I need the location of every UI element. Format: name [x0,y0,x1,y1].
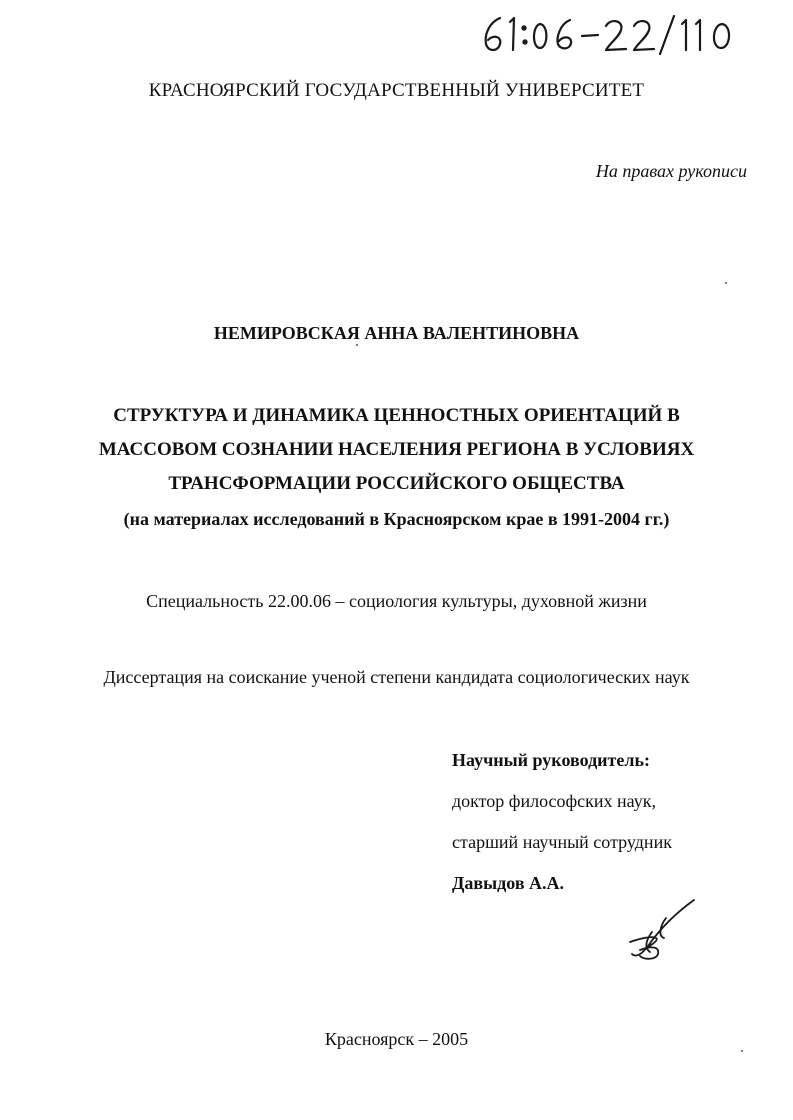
degree-statement: Диссертация на соискание ученой степени кандидата социологических наук [103,667,690,687]
title-line: СТРУКТУРА И ДИНАМИКА ЦЕННОСТНЫХ ОРИЕНТАЦИЙ В [113,405,680,426]
scan-speck [356,344,358,346]
scan-speck [725,282,727,284]
manuscript-note: На правах рукописи [595,161,747,181]
scan-speck [741,1050,743,1052]
supervisor-name: Давыдов А.А. [452,873,565,893]
specialty-line: Специальность 22.00.06 – социология культуры, духовной жизни [146,591,647,611]
supervisor-heading: Научный руководитель: [452,750,650,770]
handwritten-archive-code [478,10,748,56]
dissertation-title [60,399,733,501]
signature-icon [622,896,704,964]
dissertation-subtitle: (на материалах исследований в Красноярском крае в 1991-2004 гг.) [123,509,670,529]
supervisor-position: старший научный сотрудник [452,832,672,852]
title-line: МАССОВОМ СОЗНАНИИ НАСЕЛЕНИЯ РЕГИОНА В УСЛОВИЯХ [98,439,695,460]
city-year: Красноярск – 2005 [324,1029,469,1049]
university-name: КРАСНОЯРСКИЙ ГОСУДАРСТВЕННЫЙ УНИВЕРСИТЕТ [148,80,645,101]
author-name: НЕМИРОВСКАЯ АННА ВАЛЕНТИНОВНА [213,323,580,343]
supervisor-block [452,750,672,914]
supervisor-degree: доктор философских наук, [452,791,656,811]
title-line: ТРАНСФОРМАЦИИ РОССИЙСКОГО ОБЩЕСТВА [168,473,625,494]
